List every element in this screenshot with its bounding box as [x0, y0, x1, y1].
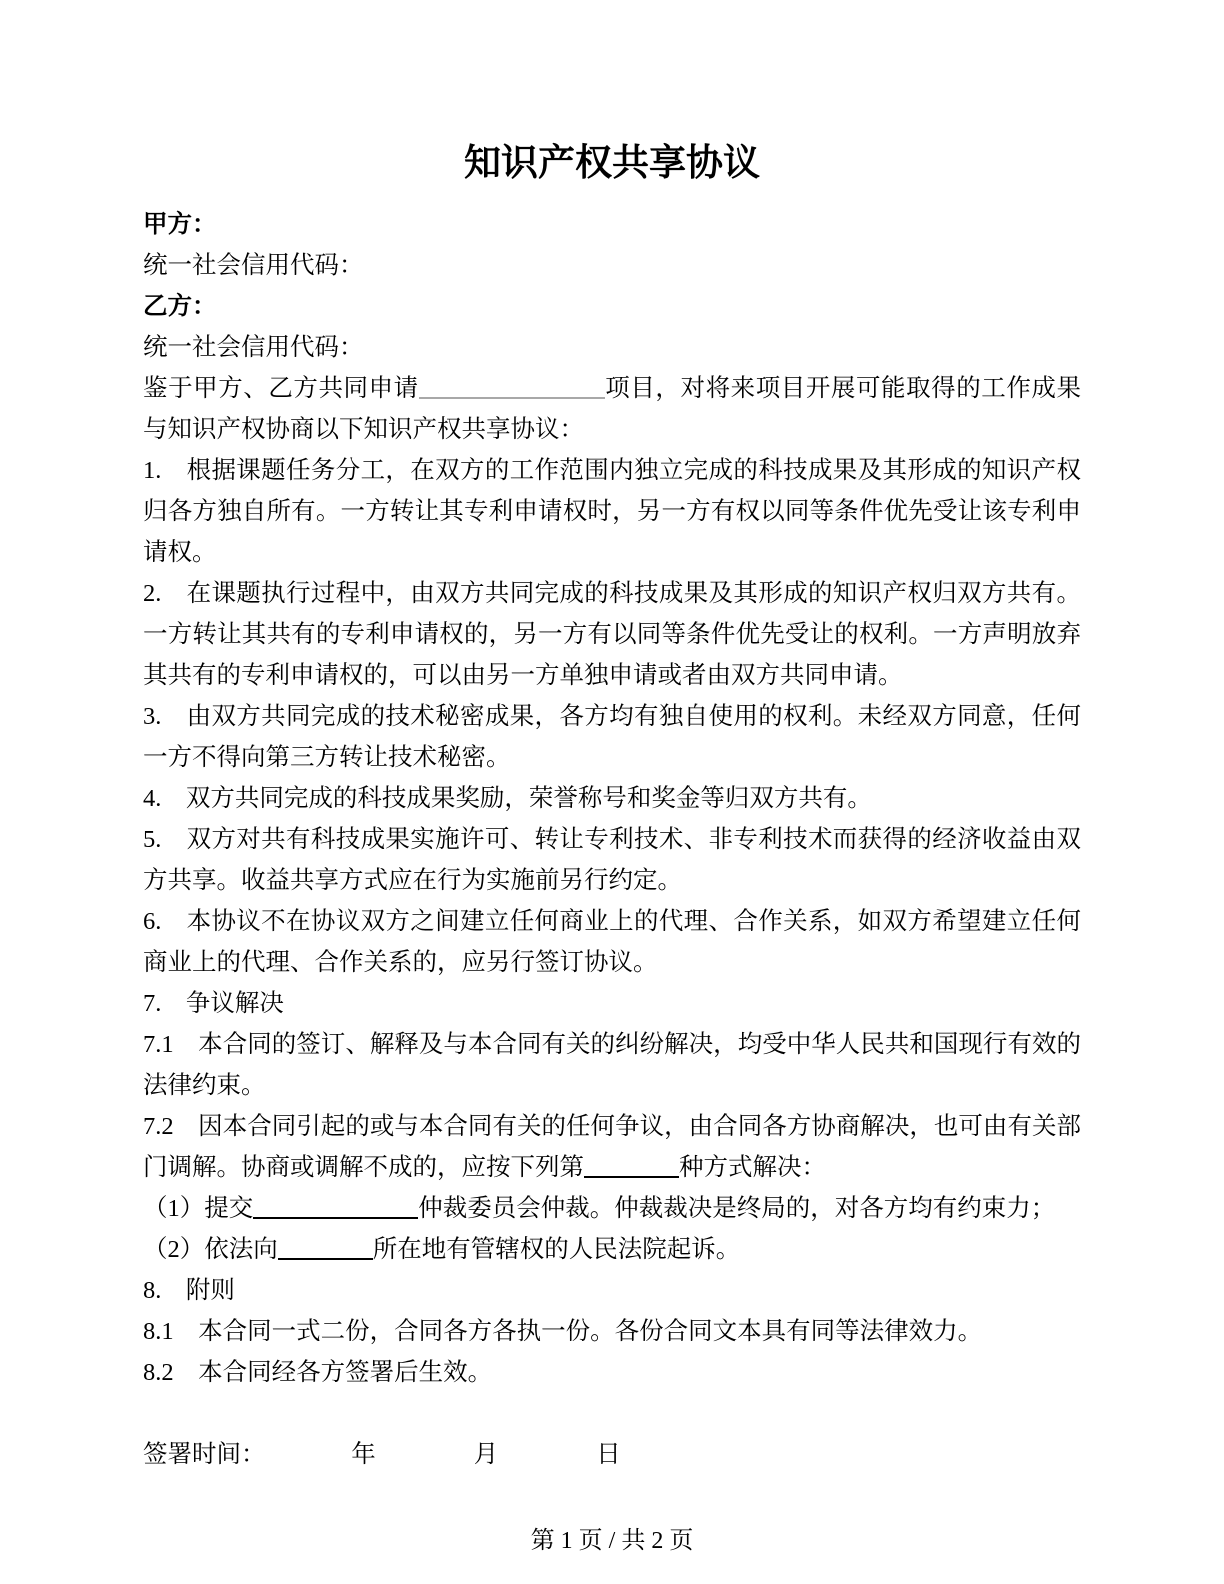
clause-7-2-text-before: 7.2 因本合同引起的或与本合同有关的任何争议，由合同各方协商解决，也可由有关部门调解。协商或调解不成的，应按下列第 — [143, 1113, 1081, 1181]
project-name-blank — [419, 394, 605, 399]
clause-3: 3. 由双方共同完成的技术秘密成果，各方均有独自使用的权利。未经双方同意，任何一方不得向第三方转让技术秘密。 — [143, 703, 1081, 771]
resolution-method-blank — [584, 1173, 679, 1178]
clause-8-1: 8.1 本合同一式二份，合同各方各执一份。各份合同文本具有同等法律效力。 — [143, 1318, 983, 1345]
clause-7-2-item-1 — [143, 1188, 1081, 1229]
clause-8-2: 8.2 本合同经各方签署后生效。 — [143, 1359, 493, 1386]
page-footer: 第 1 页 / 共 2 页 — [530, 1528, 694, 1554]
party-b-label: 乙方： — [143, 293, 217, 320]
party-a-label: 甲方： — [143, 211, 217, 238]
party-b-credit-code-label: 统一社会信用代码： — [143, 334, 364, 361]
preamble-text-before: 鉴于甲方、乙方共同申请 — [143, 375, 419, 402]
item-1-text-after: 仲裁委员会仲裁。仲裁裁决是终局的，对各方均有约束力； — [418, 1195, 1056, 1222]
clause-7-heading: 7. 争议解决 — [143, 990, 284, 1017]
clause-4: 4. 双方共同完成的科技成果奖励，荣誉称号和奖金等归双方共有。 — [143, 785, 872, 812]
item-1-text-before: （1）提交 — [143, 1195, 254, 1222]
court-location-blank — [278, 1255, 373, 1260]
clause-5: 5. 双方对共有科技成果实施许可、转让专利技术、非专利技术而获得的经济收益由双方共享。收益共享方式应在行为实施前另行约定。 — [143, 826, 1081, 894]
party-a-credit-code-label: 统一社会信用代码： — [143, 252, 364, 279]
arbitration-commission-blank — [253, 1214, 418, 1219]
clause-1: 1. 根据课题任务分工，在双方的工作范围内独立完成的科技成果及其形成的知识产权归各方独自所有。一方转让其专利申请权时，另一方有权以同等条件优先受让该专利申请权。 — [143, 457, 1081, 566]
item-2-text-before: （2）依法向 — [143, 1236, 278, 1263]
clause-6: 6. 本协议不在协议双方之间建立任何商业上的代理、合作关系，如双方希望建立任何商业上的代理、合作关系的，应另行签订协议。 — [143, 908, 1081, 976]
clause-7-2 — [143, 1106, 1081, 1188]
clause-2: 2. 在课题执行过程中，由双方共同完成的科技成果及其形成的知识产权归双方共有。一方转让其共有的专利申请权的，另一方有以同等条件优先受让的权利。一方声明放弃其共有的专利申请权的，可以由另一方单独申请或者由双方共同申请。 — [143, 580, 1081, 689]
item-2-text-after: 所在地有管辖权的人民法院起诉。 — [372, 1236, 741, 1263]
clause-7-2-text-after: 种方式解决： — [679, 1154, 826, 1181]
clause-8-heading: 8. 附则 — [143, 1277, 235, 1304]
page-title: 知识产权共享协议 — [464, 143, 760, 184]
clause-7-1: 7.1 本合同的签订、解释及与本合同有关的纠纷解决，均受中华人民共和国现行有效的法律约束。 — [143, 1031, 1081, 1099]
clause-7-2-item-2 — [143, 1229, 1081, 1270]
signature-date-line: 签署时间： 年 月 日 — [143, 1441, 621, 1468]
preamble-paragraph — [143, 368, 1081, 450]
preamble-text-after: 项目，对将来项目开展可能取得的工作成果与知识产权协商以下知识产权共享协议： — [143, 375, 1081, 443]
